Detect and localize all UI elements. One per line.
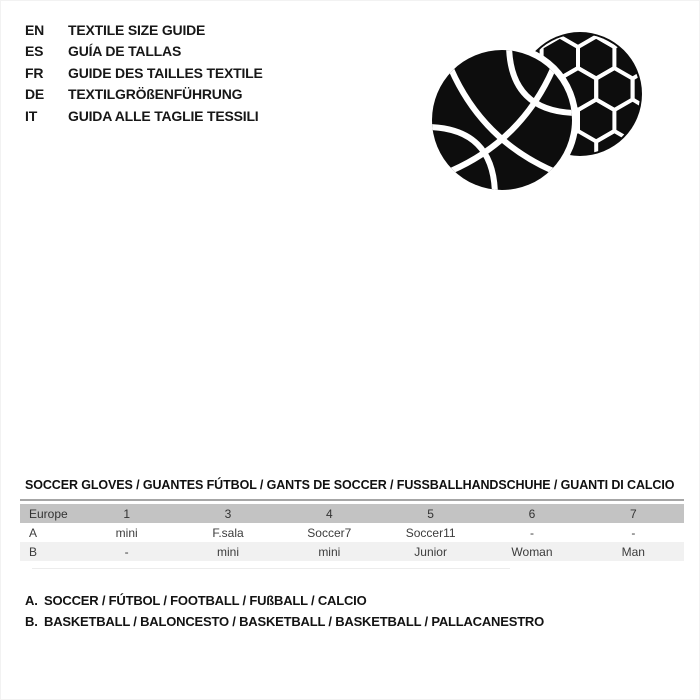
balls-illustration xyxy=(425,15,675,205)
table-cell: Man xyxy=(621,544,645,559)
table-cell: mini xyxy=(318,544,341,559)
language-label: GUÍA DE TALLAS xyxy=(68,43,182,60)
footnote-label: A. xyxy=(25,593,38,608)
language-code: FR xyxy=(25,64,44,81)
header-cell-size-4: 4 xyxy=(325,506,333,521)
table-cell: Woman xyxy=(511,544,553,559)
row-label: B xyxy=(29,544,38,559)
header-cell-size-6: 6 xyxy=(528,506,536,521)
language-label: TEXTILE SIZE GUIDE xyxy=(68,21,206,38)
header-cell-size-1: 1 xyxy=(123,506,130,521)
footnote-text: BASKETBALL / BALONCESTO / BASKETBALL / BASKETBALL / PALLACANESTRO xyxy=(44,614,545,629)
language-row-it xyxy=(25,105,263,127)
language-code: IT xyxy=(25,107,38,124)
basketball-soccer-ball-icon xyxy=(425,15,675,205)
language-label: GUIDE DES TAILLES TEXTILE xyxy=(68,64,263,81)
size-table xyxy=(20,504,684,561)
table-cell: Soccer7 xyxy=(307,525,352,540)
table-cell: Junior xyxy=(414,544,447,559)
table-cell: - xyxy=(631,525,636,540)
header-cell-europe: Europe xyxy=(29,506,68,521)
table-row-b xyxy=(20,542,684,561)
table-top-rule xyxy=(20,499,684,501)
footnote-label: B. xyxy=(25,614,38,629)
table-cell: mini xyxy=(216,544,239,559)
table-header-row xyxy=(20,504,684,523)
table-cell: Soccer11 xyxy=(405,525,456,540)
table-cell: - xyxy=(124,544,129,559)
table-bottom-rule xyxy=(32,568,510,569)
row-label: A xyxy=(29,525,38,540)
table-row-a xyxy=(20,523,684,542)
header-cell-size-7: 7 xyxy=(629,506,637,521)
language-label: GUIDA ALLE TAGLIE TESSILI xyxy=(68,107,259,124)
language-row-de xyxy=(25,84,263,106)
table-cell: F.sala xyxy=(212,525,244,540)
header-cell-size-5: 5 xyxy=(427,506,434,521)
footnote-a xyxy=(25,590,544,611)
size-table-section xyxy=(20,478,684,569)
language-code: EN xyxy=(25,21,45,38)
footnote-text: SOCCER / FÚTBOL / FOOTBALL / FUßBALL / CALCIO xyxy=(44,593,367,608)
language-row-es xyxy=(25,41,263,63)
language-code: ES xyxy=(25,43,44,60)
header-cell-size-3: 3 xyxy=(224,506,232,521)
language-label: TEXTILGRÖßENFÜHRUNG xyxy=(68,86,243,103)
language-code: DE xyxy=(25,86,45,103)
language-row-fr xyxy=(25,62,263,84)
size-table-title: SOCCER GLOVES / GUANTES FÚTBOL / GANTS DE SOCCER / FUSSBALLHANDSCHUHE / GUANTI DI CALCIO xyxy=(25,478,675,492)
table-cell: - xyxy=(529,525,534,540)
footnotes xyxy=(25,590,544,632)
table-cell: mini xyxy=(115,525,138,540)
language-guide-list xyxy=(25,19,263,127)
language-row-en xyxy=(25,19,263,41)
footnote-b xyxy=(25,611,544,632)
